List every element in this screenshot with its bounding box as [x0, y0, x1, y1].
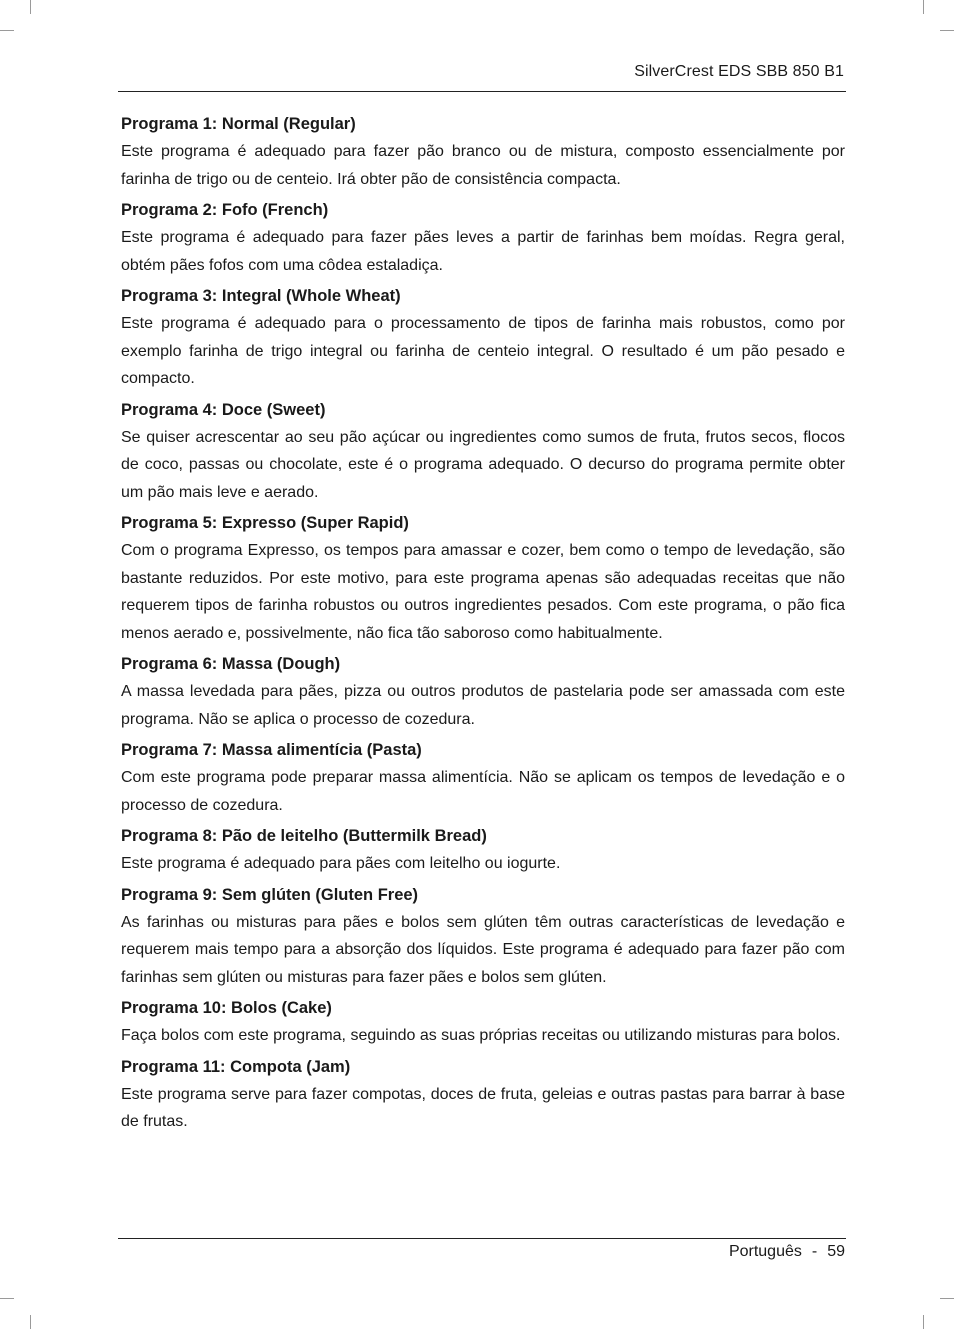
crop-mark: [923, 1315, 924, 1329]
section-heading: Programa 10: Bolos (Cake): [121, 999, 332, 1017]
header-rule: [118, 91, 846, 92]
program-section: [121, 396, 845, 507]
section-text: Este programa serve para fazer compotas, doces de fruta, geleias e outras pastas para barrar à base de frutas.: [121, 1085, 845, 1130]
page-footer: [729, 1243, 845, 1261]
program-section: [121, 196, 845, 279]
section-heading: Programa 8: Pão de leitelho (Buttermilk Bread): [121, 827, 487, 845]
page-content: [121, 110, 845, 1139]
header-title: SilverCrest EDS SBB 850 B1: [634, 63, 844, 80]
section-heading: Programa 1: Normal (Regular): [121, 115, 356, 133]
section-text: As farinhas ou misturas para pães e bolos sem glúten têm outras características de levedação e requerem mais tempo para a absorção dos líquidos. Este programa é adequado para fazer pão com farinhas sem glúten ou misturas para fazer pães e bolos sem glúten.: [121, 913, 845, 986]
footer-rule: [118, 1238, 846, 1239]
program-section: [121, 736, 845, 819]
footer-language: Português: [728, 1243, 802, 1260]
program-section: [121, 650, 845, 733]
program-section: [121, 110, 845, 193]
crop-mark: [940, 1298, 954, 1299]
crop-mark: [923, 0, 924, 14]
section-text: Se quiser acrescentar ao seu pão açúcar ou ingredientes como sumos de fruta, frutos secos, flocos de coco, passas ou chocolate, este é o programa adequado. O decurso do programa permite obter um pão mais leve e aerado.: [121, 428, 845, 501]
section-text: Este programa é adequado para fazer pães leves a partir de farinhas bem moídas. Regra geral, obtém pães fofos com uma côdea estaladiça.: [121, 229, 845, 274]
section-text: Este programa é adequado para fazer pão branco ou de mistura, composto essencialmente por farinha de trigo ou de centeio. Irá obter pão de consistência compacta.: [121, 143, 845, 188]
section-heading: Programa 6: Massa (Dough): [121, 655, 341, 673]
section-heading: Programa 2: Fofo (French): [121, 201, 329, 219]
section-heading: Programa 5: Expresso (Super Rapid): [121, 514, 409, 532]
section-heading: Programa 9: Sem glúten (Gluten Free): [121, 885, 419, 904]
crop-mark: [30, 1315, 31, 1329]
page-number: 59: [827, 1243, 845, 1260]
section-text: Faça bolos com este programa, seguindo as suas próprias receitas ou utilizando misturas para bolos.: [121, 1027, 841, 1044]
section-text: Este programa é adequado para o processamento de tipos de farinha mais robustos, como por exemplo farinha de trigo integral ou farinha de centeio integral. O resultado é um pão pesado e compacto.: [121, 315, 845, 387]
crop-mark: [0, 1298, 14, 1299]
program-section: [121, 282, 845, 393]
program-section: [121, 994, 845, 1050]
program-section: [121, 509, 845, 647]
program-section: [121, 822, 845, 878]
section-heading: Programa 4: Doce (Sweet): [121, 400, 326, 419]
section-heading: Programa 11: Compota (Jam): [121, 1057, 351, 1076]
program-section: [121, 1053, 845, 1136]
section-text: Com o programa Expresso, os tempos para amassar e cozer, bem como o tempo de levedação, são bastante reduzidos. Por este motivo, para este programa apenas são adequadas receitas que não requerem tipos de farinha robustos ou outros ingredientes pesados. Com este programa, o pão fica menos aerado e, possivelmente, não fica tão saboroso como habitualmente.: [121, 542, 845, 642]
section-text: A massa levedada para pães, pizza ou outros produtos de pastelaria pode ser amassada com este programa. Não se aplica o processo de cozedura.: [121, 683, 845, 728]
program-section: [121, 881, 845, 992]
section-text: Com este programa pode preparar massa alimentícia. Não se aplicam os tempos de levedação e o processo de cozedura.: [121, 769, 845, 814]
crop-mark: [30, 0, 31, 14]
footer-separator: -: [811, 1243, 818, 1260]
section-text: Este programa é adequado para pães com leitelho ou iogurte.: [121, 855, 561, 872]
section-heading: Programa 3: Integral (Whole Wheat): [121, 287, 401, 305]
crop-mark: [940, 30, 954, 31]
section-heading: Programa 7: Massa alimentícia (Pasta): [121, 741, 422, 759]
crop-mark: [0, 30, 14, 31]
